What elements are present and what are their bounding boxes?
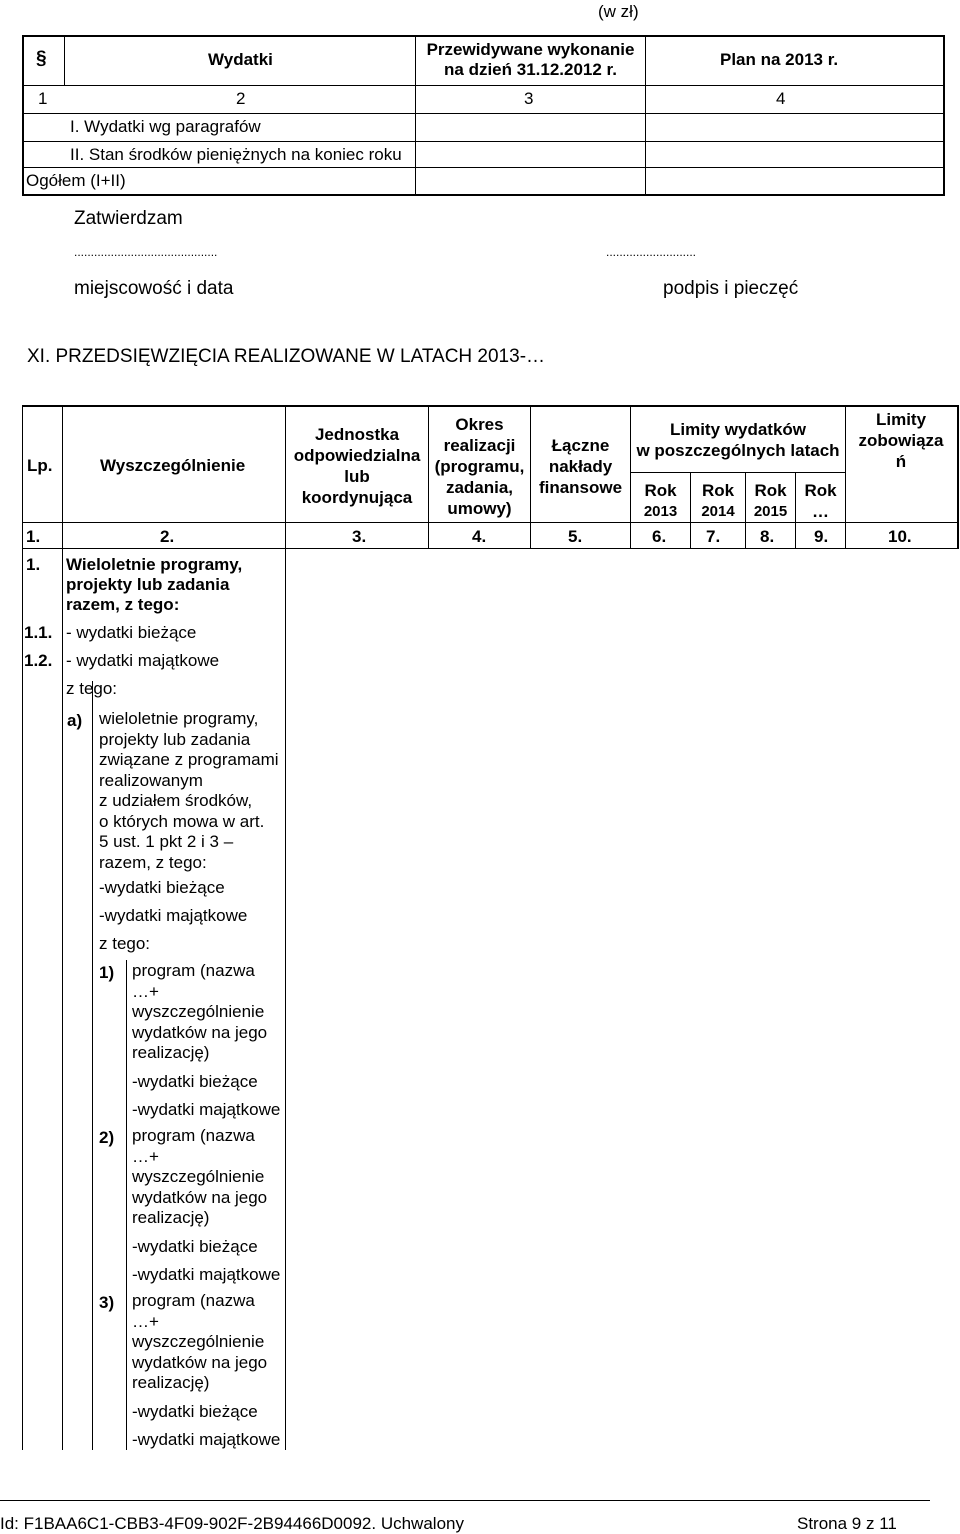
colnum-1: 1 — [38, 89, 48, 108]
header-year-2015-l1: Rok — [754, 481, 787, 500]
header-przewidywane — [416, 40, 645, 80]
header-wyszczegolnienie: Wyszczególnienie — [100, 456, 246, 475]
program1-text-l2: …+ — [132, 981, 159, 1001]
row1-text-l2: projekty lub zadania — [66, 575, 230, 594]
row1-text — [66, 555, 242, 615]
program1-text-l3: wyszczególnienie — [132, 1002, 265, 1021]
row-wydatki-paragrafy: I. Wydatki wg paragrafów — [70, 117, 261, 136]
program1-biezace: -wydatki bieżące — [132, 1072, 258, 1091]
header-okres-l2: realizacji — [443, 436, 516, 455]
header-limity-wydatkow-l2: w poszczególnych latach — [636, 441, 840, 460]
row12-z-tego: z tego: — [66, 679, 118, 698]
program3-biezace: -wydatki bieżące — [132, 1402, 258, 1421]
paragraph-symbol: § — [36, 48, 47, 69]
program3-majatkowe: -wydatki majątkowe — [132, 1430, 281, 1449]
header-jednostka-l4: koordynująca — [301, 488, 413, 507]
program3-text — [132, 1291, 267, 1394]
footer-page: Strona 9 z 11 — [797, 1514, 897, 1533]
colnum-main-6: 6. — [652, 527, 667, 546]
row-a-z-tego: z tego: — [99, 934, 151, 953]
colnum-main-8: 8. — [760, 527, 775, 546]
row-a-text-l7: 5 ust. 1 pkt 2 i 3 – — [99, 832, 234, 851]
header-limity-wydatkow-l1: Limity wydatków — [669, 420, 807, 439]
row-a-biezace: -wydatki bieżące — [99, 878, 225, 897]
program1-text-l1: program (nazwa — [132, 961, 255, 980]
program3-text-l1: program (nazwa — [132, 1291, 255, 1310]
row11-text: - wydatki bieżące — [66, 623, 197, 642]
header-okres-l3: (programu, — [434, 457, 525, 476]
row1-text-l3: razem, z tego: — [66, 595, 180, 614]
row-a-text-l4: realizowanym — [99, 770, 203, 790]
row-a-text-l8: razem, z tego: — [99, 852, 207, 872]
header-year-2013-l1: Rok — [644, 481, 677, 500]
row-a-label: a) — [67, 711, 83, 730]
header-przewidywane-line2: na dzień 31.12.2012 r. — [444, 60, 617, 79]
program2-majatkowe: -wydatki majątkowe — [132, 1265, 281, 1284]
row-ogolem: Ogółem (I+II) — [26, 171, 126, 190]
program1-text — [132, 961, 267, 1064]
header-jednostka-l2: odpowiedzialna — [293, 446, 421, 465]
header-plan: Plan na 2013 r. — [720, 50, 839, 69]
header-year-2015-l2: 2015 — [753, 503, 788, 520]
approval-label: Zatwierdzam — [74, 208, 183, 229]
section-title: XI. PRZEDSIĘWZIĘCIA REALIZOWANE W LATACH 2013-… — [27, 346, 546, 367]
header-okres-l5: umowy) — [447, 499, 512, 518]
header-year-2013-l2: 2013 — [643, 503, 678, 520]
header-jednostka — [286, 424, 428, 508]
header-limity-zobowiazan-l2: zobowiąza — [858, 431, 944, 450]
header-limity-zobowiazan-l1: Limity — [875, 410, 927, 429]
program3-text-l4: wydatków na jego — [132, 1352, 268, 1372]
colnum-2: 2 — [236, 89, 246, 108]
approval-dots-left: ........................................... — [74, 245, 218, 259]
header-laczne — [531, 435, 630, 498]
row12-number: 1.2. — [24, 651, 53, 670]
program3-text-l3: wyszczególnienie — [132, 1332, 265, 1351]
program3-text-l5: realizację) — [132, 1373, 210, 1392]
program2-text-l1: program (nazwa — [132, 1126, 255, 1145]
header-okres — [429, 414, 530, 519]
header-lp: Lp. — [27, 456, 53, 475]
header-jednostka-l1: Jednostka — [314, 425, 400, 444]
row-a-text-l3: związane z programami — [99, 750, 279, 769]
approval-dots-right: ........................... — [606, 245, 697, 259]
header-year-next-l1: Rok — [804, 481, 837, 500]
header-laczne-l3: finansowe — [538, 478, 623, 497]
approval-signature: podpis i pieczęć — [663, 278, 799, 299]
row1-text-l1: Wieloletnie programy, — [66, 555, 243, 574]
colnum-main-1: 1. — [26, 527, 41, 546]
header-limity-zobowiazan-l3: ń — [895, 452, 907, 471]
colnum-main-9: 9. — [814, 527, 829, 546]
header-okres-l1: Okres — [455, 415, 504, 434]
program2-text-l2: …+ — [132, 1146, 159, 1166]
program3-text-l2: …+ — [132, 1311, 159, 1331]
row11-number: 1.1. — [24, 623, 53, 642]
header-year-2014-l2: 2014 — [701, 503, 735, 520]
row1-number: 1. — [26, 555, 41, 574]
program2-biezace: -wydatki bieżące — [132, 1237, 258, 1256]
colnum-main-10: 10. — [888, 527, 912, 546]
row-a-majatkowe: -wydatki majątkowe — [99, 906, 248, 925]
program1-number: 1) — [99, 963, 115, 982]
row-a-text-l1: wieloletnie programy, — [99, 709, 259, 728]
program1-majatkowe: -wydatki majątkowe — [132, 1100, 281, 1119]
colnum-3: 3 — [524, 89, 534, 108]
header-laczne-l2: nakłady — [548, 457, 613, 476]
header-limity-wydatkow — [631, 419, 845, 461]
header-wydatki: Wydatki — [208, 50, 273, 69]
header-year-2015 — [746, 480, 795, 522]
header-limity-zobowiazan — [846, 409, 956, 472]
colnum-main-3: 3. — [352, 527, 367, 546]
row-a-text-l2: projekty lub zadania — [99, 729, 251, 749]
header-okres-l4: zadania, — [445, 478, 514, 497]
row-a-text-l6: o których mowa w art. — [99, 811, 265, 831]
program2-text-l5: realizację) — [132, 1208, 210, 1227]
row-a-text-l5: z udziałem środków, — [99, 791, 253, 810]
program2-text-l4: wydatków na jego — [132, 1187, 268, 1207]
approval-place-date: miejscowość i data — [74, 278, 234, 299]
footer-id: Id: F1BAA6C1-CBB3-4F09-902F-2B94466D0092. Uchwalony — [0, 1514, 464, 1533]
program2-number: 2) — [99, 1128, 115, 1147]
header-laczne-l1: Łączne — [551, 436, 610, 455]
header-year-2014-l1: Rok — [701, 481, 735, 500]
header-przewidywane-line1: Przewidywane wykonanie — [426, 40, 635, 59]
colnum-main-4: 4. — [472, 527, 487, 546]
program2-text — [132, 1126, 267, 1229]
row-a-text — [99, 709, 279, 873]
program2-text-l3: wyszczególnienie — [132, 1167, 265, 1186]
colnum-main-2: 2. — [160, 527, 175, 546]
colnum-main-5: 5. — [568, 527, 583, 546]
colnum-4: 4 — [776, 89, 786, 108]
program1-text-l4: wydatków na jego — [132, 1022, 268, 1042]
program1-text-l5: realizację) — [132, 1043, 210, 1062]
colnum-main-7: 7. — [706, 527, 721, 546]
program3-number: 3) — [99, 1293, 115, 1312]
header-year-next — [796, 480, 845, 522]
header-year-2014 — [691, 480, 745, 522]
row-stan-srodkow: II. Stan środków pieniężnych na koniec roku — [70, 145, 402, 164]
unit-note: (w zł) — [598, 2, 639, 21]
header-year-2013 — [631, 480, 690, 522]
header-jednostka-l3: lub — [344, 467, 370, 486]
footer-rule — [0, 1500, 930, 1501]
row12-text: - wydatki majątkowe — [66, 651, 220, 670]
header-year-next-l2: … — [812, 502, 829, 521]
